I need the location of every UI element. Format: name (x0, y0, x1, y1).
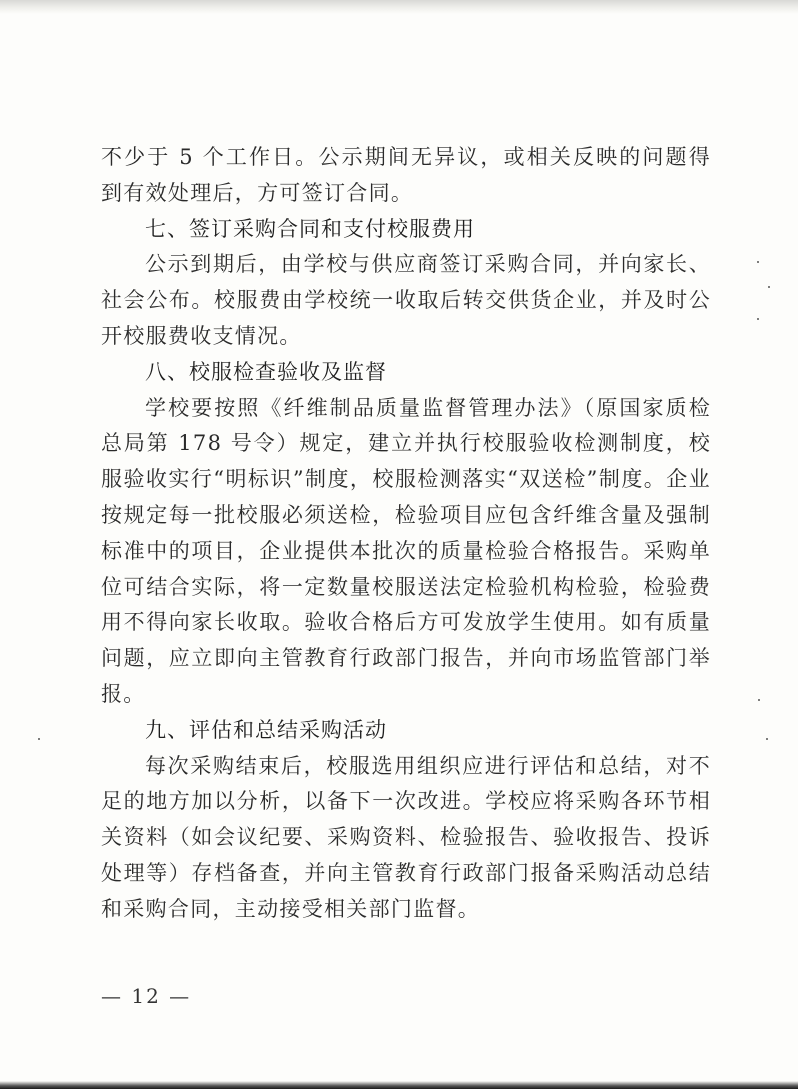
paragraph-contract: 公示到期后，由学校与供应商签订采购合同，并向家长、社会公布。校服费由学校统一收取后转交供货企业，并及时公开校服费收支情况。 (101, 252, 711, 348)
section-heading-7: 七、签订采购合同和支付校服费用 (145, 216, 475, 241)
paragraph-evaluation: 每次采购结束后，校服选用组织应进行评估和总结，对不足的地方加以分析，以备下一次改进。学校应将采购各环节相关资料（如会议纪要、采购资料、检验报告、验收报告、投诉处理等）存档备查，并向主管教育行政部门报备采购活动总结和采购合同，主动接受相关部门监督。 (101, 753, 711, 921)
document-body (101, 140, 711, 928)
scan-bottom-edge (0, 1081, 798, 1089)
scan-speck (768, 286, 770, 288)
scan-speck (766, 738, 768, 740)
scan-speck (757, 318, 759, 320)
scan-speck (757, 261, 759, 263)
scan-speck (758, 699, 760, 701)
scan-speck (38, 738, 40, 740)
scan-top-edge (0, 0, 798, 14)
section-heading-9: 九、评估和总结采购活动 (145, 717, 387, 742)
paragraph-continuation: 不少于 5 个工作日。公示期间无异议，或相关反映的问题得到有效处理后，方可签订合同。 (101, 145, 711, 205)
section-heading-8: 八、校服检查验收及监督 (145, 359, 387, 384)
page-number: — 12 — (101, 984, 192, 1008)
paragraph-inspection: 学校要按照《纤维制品质量监督管理办法》（原国家质检总局第 178 号令）规定，建立并执行校服验收检测制度，校服验收实行“明标识”制度，校服检测落实“双送检”制度。企业按规定每一批校服必须送检，检验项目应包含纤维含量及强制标准中的项目，企业提供本批次的质量检验合格报告。采购单位可结合实际，将一定数量校服送法定检验机构检验，检验费用不得向家长收取。验收合格后方可发放学生使用。如有质量问题，应立即向主管教育行政部门报告，并向市场监管部门举报。 (101, 395, 711, 706)
